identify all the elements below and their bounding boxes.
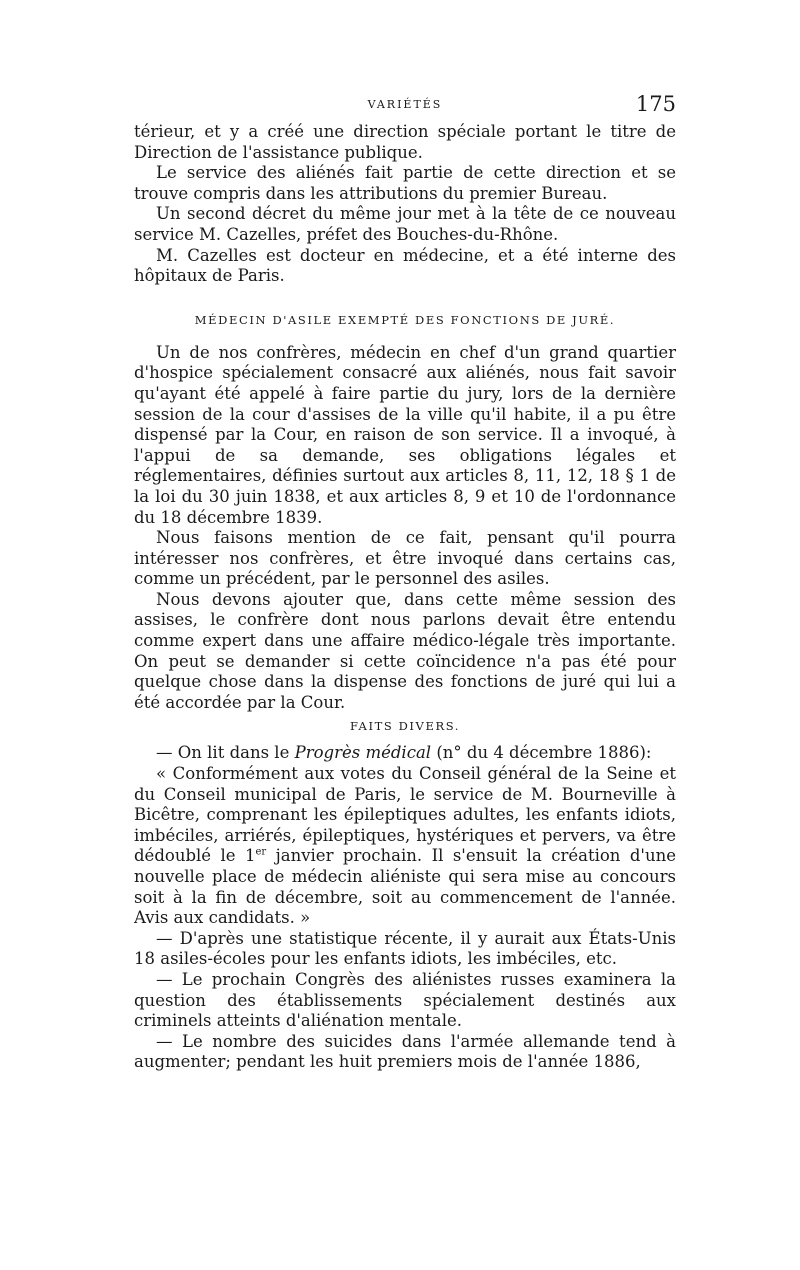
section-heading-faits-divers: FAITS DIVERS.: [349, 719, 461, 734]
paragraph: Nous devons ajouter que, dans cette même session des assises, le confrère dont nous parlons devait être entendu comme expert dans une affaire médico-légale très importante. On peut se demander si cette coïncidence n'a pas été pour quelque chose dans la dispense des fonctions de juré qui lui a été accordée par la Cour.: [134, 589, 676, 712]
running-head: [134, 92, 676, 120]
paragraph: térieur, et y a créé une direction spéciale portant le titre de Direction de l'assistance publique.: [134, 122, 676, 162]
section-faits-divers: [134, 743, 676, 1073]
book-page: [134, 92, 676, 1073]
text-run: janvier prochain. Il s'ensuit la création d'une nouvelle place de médecin aliéniste qui sera mise au concours soit à la fin de décembre, soit au commencement de l'année. Avis aux candidats. »: [134, 846, 676, 928]
paragraph: Nous faisons mention de ce fait, pensant qu'il pourra intéresser nos confrères, et être invoqué dans certains cas, comme un précédent, par le personnel des asiles.: [134, 528, 676, 589]
text-run: (n° du 4 décembre 1886):: [431, 743, 652, 763]
superscript: er: [255, 846, 267, 858]
text-run: « Conformément aux votes du Conseil général de la Seine et du Conseil municipal de Paris, le service de M. Bourneville à Bicêtre, comprenant les épileptiques adultes, les enfants idiots, imbéciles, arriérés, épileptiques, hystériques et pervers, va être dédoublé le 1: [134, 764, 676, 866]
paragraph: — Le prochain Congrès des aliénistes russes examinera la question des établissements spécialement destinés aux criminels atteints d'aliénation mentale.: [134, 969, 676, 1031]
section-direction-assistance: [134, 122, 676, 287]
running-title: VARIÉTÉS: [367, 98, 443, 111]
page-number: 175: [635, 92, 676, 116]
paragraph: Un second décret du même jour met à la tête de ce nouveau service M. Cazelles, préfet des Bouches-du-Rhône.: [134, 204, 676, 244]
section-heading-medecin-asile: MÉDECIN D'ASILE EXEMPTÉ DES FONCTIONS DE JURÉ.: [194, 312, 616, 327]
paragraph: [134, 743, 676, 764]
paragraph: M. Cazelles est docteur en médecine, et a été interne des hôpitaux de Paris.: [134, 245, 676, 286]
paragraph-quote: [134, 764, 676, 929]
section-medecin-asile: [134, 343, 676, 714]
paragraph: Un de nos confrères, médecin en chef d'un grand quartier d'hospice spécialement consacré aux aliénés, nous fait savoir qu'ayant été appelé à faire partie du jury, lors de la dernière session de la cour d'assises de la ville qu'il habite, il a pu être dispensé par la Cour, en raison de son service. Il a invoqué, à l'appui de sa demande, ses obligations légales et réglementaires, définies surtout aux articles 8, 11, 12, 18 § 1 de la loi du 30 juin 1838, et aux articles 8, 9 et 10 de l'ordonnance du 18 décembre 1839.: [134, 342, 676, 527]
paragraph: Le service des aliénés fait partie de cette direction et se trouve compris dans les attributions du premier Bureau.: [134, 163, 676, 203]
paragraph: — Le nombre des suicides dans l'armée allemande tend à augmenter; pendant les huit premiers mois de l'année 1886,: [134, 1031, 676, 1072]
paragraph: — D'après une statistique récente, il y aurait aux États-Unis 18 asiles-écoles pour les enfants idiots, les imbéciles, etc.: [134, 928, 676, 969]
journal-title: Progrès médical: [294, 743, 432, 763]
text-run: — On lit dans le: [156, 743, 295, 763]
